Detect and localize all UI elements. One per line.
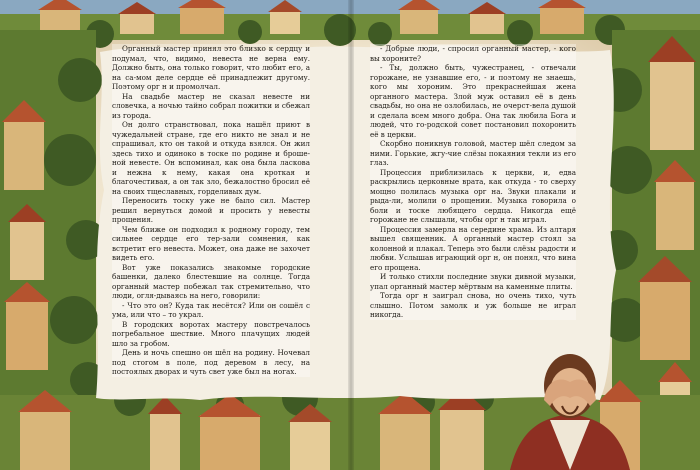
paragraph: Он долго странствовал, пока нашёл приют в чужедальней стране, где его никто не знал и не спрашивал, кто он такой и откуда взялся. Он жил здесь тихо и одиноко в тоске по родине и броше-ной невесте. Он вспоминал, как она была ласкова и нежна к нему, какая она кроткая и благочестивая, а он так зло, бежалостно бросил её на своих тщеславных, горделивых дум. — [112, 120, 310, 196]
weeping-organ-master-illustration — [500, 340, 640, 470]
paragraph: На свадьбе мастер не сказал невесте ни словечка, а ночью тайно собрал пожитки и сбежал из города. — [112, 91, 310, 120]
paragraph: Процессия приблизилась к церкви, и, едва раскрылись церковные врата, как откуда - то сверху мощно полилась музыка орг на. Звуки плакали и рыда-ли, молили о прощении. Музыка говорила о боли и тоске любящего сердца. Никогда ещё горожане не слышали, чтобы орг н так играл. — [370, 167, 576, 224]
paragraph: День и ночь спешно он шёл на родину. Ночевал под стогом в поле, под деревом в лесу, на постоялых дворах и чуть свет уже был на ногах. — [112, 348, 310, 376]
paragraph: В городских воротах мастеру повстречалось погребальное шествие. Много плачущих людей шло за гробом. — [112, 319, 310, 348]
right-page-text — [370, 44, 576, 320]
paragraph: Процессия замерла на середине храма. Из алтаря вышел священник. А органный мастер стоял за колонной и плакал. Теперь это были слёзы радости и любви. Услышав играющий орг н, он понял, что вина его прощена. — [370, 224, 576, 272]
paragraph: - Ты, должно быть, чужестранец, - отвечали горожане, не узнавшие его, - и поэтому не знаешь, кого мы хороним. Это прекраснейшая жена органного мастера. Злой муж оставил её в день свадьбы, но она не озлобилась, не очерст-вела душой и сделала всем много добра. Она так любила Бога и людей, что го-родской совет постановил похоронить её в церкви. — [370, 63, 576, 139]
paragraph: Скорбно поникнув головой, мастер шёл следом за ними. Горькие, жгу-чие слёзы покаяния текли из его глаз. — [370, 139, 576, 167]
paragraph: Чем ближе он подходил к родному городу, тем сильнее сердце его тер-зали сомнения, как встретит его невеста. Может, она даже не захочет видеть его. — [112, 224, 310, 262]
paragraph: - Добрые люди, - спросил органный мастер, - кого вы хороните? — [370, 44, 576, 63]
paragraph: Переносить тоску уже не было сил. Мастер решил вернуться домой и просить у невесты прощения. — [112, 196, 310, 224]
paragraph: И только стихли последние звуки дивной музыки, упал органный мастер мёртвым на каменные плиты. — [370, 272, 576, 291]
paragraph: - Что это он? Куда так несётся? Или он сошёл с ума, или что – то украл. — [112, 300, 310, 319]
paragraph: Органный мастер принял это близко к сердцу и подумал, что, видимо, невеста не верна ему. Должно быть, она только говорит, что любит его, а на са-мом деле сердце её принадлежит другому. Поэтому орг н и промолчал. — [112, 44, 310, 91]
left-page-text — [112, 44, 310, 377]
paragraph: Вот уже показались знакомые городские башенки, далеко блестевшие на солнце. Тогда органный мастер побежал так стремительно, что люди, огля-дываясь на него, говорили: — [112, 262, 310, 300]
paragraph: Тогда орг н заиграл снова, но очень тихо, чуть слышно. Потом замолк и уж больше не играл никогда. — [370, 291, 576, 319]
book-spine — [348, 0, 354, 470]
